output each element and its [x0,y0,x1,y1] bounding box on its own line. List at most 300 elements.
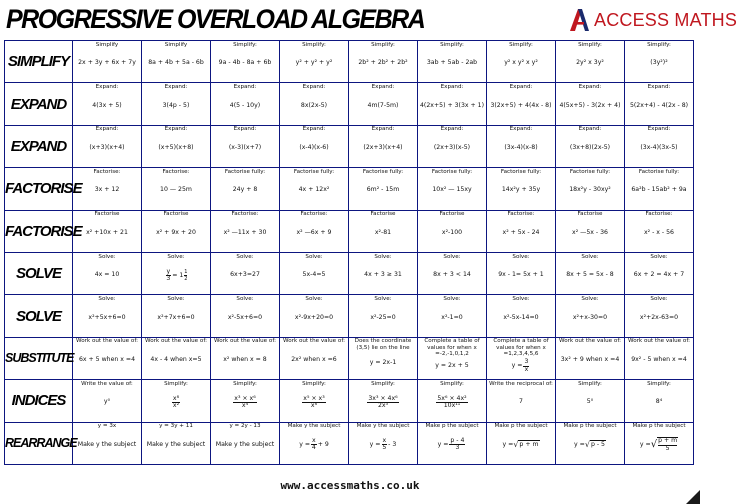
cell-spacer [420,417,484,421]
cell-spacer [489,120,553,124]
question-instruction: Work out the value of: [628,338,690,345]
question-cell [418,168,487,210]
cell-spacer [144,332,208,336]
question-content [627,84,691,124]
question-cell [556,337,625,379]
fraction-expression [366,396,399,410]
cell-spacer [213,78,277,82]
question-content [213,423,277,463]
cell-spacer [282,374,346,378]
topic-row [5,41,694,83]
question-expression: (3x-4)(3x-5) [640,143,678,151]
question-cell [487,168,556,210]
fraction [449,438,465,452]
cell-spacer [558,459,622,463]
cell-spacer [627,205,691,209]
question-content [420,296,484,336]
cell-spacer [75,120,139,124]
cell-spacer [558,205,622,209]
question-cell [211,337,280,379]
question-expression: (x-3)(x+7) [228,143,262,151]
question-content [489,254,553,294]
fraction-denominator: 5 [382,444,387,452]
question-instruction: Factorise fully: [362,168,404,175]
question-instruction: Factorise: [93,168,121,175]
topic-row [5,168,694,210]
topic-row [5,125,694,167]
row-label-cell [5,210,82,252]
expression-suffix: + 9 [317,440,329,448]
question-content [489,84,553,124]
fraction-denominator: 3 [455,444,460,452]
question-instruction: Simplify: [647,41,671,48]
question-content [213,211,277,251]
question-expression: 4m(7-5m) [367,101,399,109]
row-label-cell [5,252,73,294]
question-instruction: Factorise fully: [431,168,473,175]
question-instruction: Make p the subject [425,423,479,430]
question-expression: (3x+8)(2x-5) [569,143,611,151]
question-expression: 2x² when x =6 [291,355,337,363]
root-expression [502,440,539,449]
question-cell [280,295,349,337]
cell-spacer [213,120,277,124]
question-cell [211,83,280,125]
cell-spacer [75,459,139,463]
question-expression: y⁰ [103,398,111,406]
cell-spacer [558,247,622,251]
page-curl-icon [686,490,700,504]
question-expression: 4x = 10 [94,271,120,279]
question-cell [73,168,142,210]
question-content [627,423,691,463]
question-cell [625,380,694,422]
row-label: FACTORISE [5,222,82,240]
question-expression: 7 [519,398,523,406]
cell-spacer [351,162,415,166]
question-cell [487,337,556,379]
cell-spacer [627,374,691,378]
row-label-cell [5,125,73,167]
page-title: PROGRESSIVE OVERLOAD ALGEBRA [6,4,425,35]
fraction-numerator: 5x⁶ × 4x² [437,394,467,402]
question-expression: 4(5 - 10y) [229,101,261,109]
row-label-cell [5,41,73,83]
cell-spacer [282,417,346,421]
question-cell [73,41,142,83]
cell-spacer [144,247,208,251]
question-expression: 2x + 3y + 6x + 7y [78,59,136,67]
cell-spacer [75,162,139,166]
question-expression: x² + 9x + 20 [156,228,196,236]
cell-spacer [489,205,553,209]
question-instruction: Factorise [370,211,396,218]
fraction-denominator: x⁸ [310,402,318,410]
question-instruction: Solve: [305,253,323,260]
question-expression: 4x - 4 when x=5 [150,355,202,363]
cell-spacer [144,290,208,294]
cell-spacer [420,374,484,378]
question-expression: (3y²)² [650,59,668,67]
fraction [302,396,325,410]
question-instruction: Simplify: [440,380,464,387]
fraction [523,359,529,373]
question-content [75,381,139,421]
question-instruction: Simplify: [371,41,395,48]
question-content [75,423,139,463]
question-content [558,211,622,251]
question-content [351,169,415,209]
question-expression [213,395,277,410]
question-expression: x²-1=0 [441,313,463,321]
cell-spacer [420,120,484,124]
question-instruction: Factorise [439,211,465,218]
question-expression [489,440,553,449]
footer-url: www.accessmaths.co.uk [280,479,420,492]
cell-spacer [627,78,691,82]
question-content [489,381,553,421]
question-expression [282,395,346,410]
root-body: p + m [519,441,539,449]
question-content [144,42,208,82]
question-expression: (2x+3)(x-5) [433,143,471,151]
cell-spacer [213,247,277,251]
question-instruction: Expand: [647,84,671,91]
cell-spacer [144,120,208,124]
question-expression: x²+7x+6=0 [157,313,195,321]
question-cell [73,380,142,422]
question-expression: 5⁰ [586,398,594,406]
question-content [75,211,139,251]
question-cell [487,295,556,337]
question-content [558,423,622,463]
fraction [166,269,172,283]
question-content [558,169,622,209]
question-cell [556,210,625,252]
sqrt-icon: √ [513,439,519,449]
fraction-denominator: 3 [166,275,171,283]
question-cell [556,41,625,83]
question-instruction: Work out the value of: [283,338,345,345]
row-label: SOLVE [15,265,62,283]
question-instruction: Factorise: [507,211,535,218]
question-content [213,338,277,378]
question-cell [211,422,280,464]
question-expression: Make y the subject [146,440,206,448]
cell-spacer [144,417,208,421]
question-expression: 3ab + 5ab - 2ab [426,59,478,67]
question-expression: 6x + 5 when x =4 [78,355,136,363]
question-cell [349,295,418,337]
question-content [282,211,346,251]
cell-spacer [282,290,346,294]
brand-name: ACCESS MATHS [594,9,737,30]
question-instruction: Simplify [95,41,119,48]
row-label-cell [5,422,77,464]
question-cell [280,210,349,252]
question-cell [556,168,625,210]
question-instruction: Expand: [164,84,188,91]
question-instruction: Expand: [95,126,119,133]
question-cell [73,83,142,125]
question-content [282,423,346,463]
question-content [144,169,208,209]
question-content [75,169,139,209]
question-content [75,42,139,82]
question-cell [280,422,349,464]
fraction-denominator: 2 [184,276,188,283]
row-label: SIMPLIFY [7,53,70,71]
question-cell [211,380,280,422]
question-expression: 10x² — 15xy [432,186,472,194]
question-expression: y² + y² + y² [295,59,333,67]
question-expression: x² —11x + 30 [223,228,267,236]
question-cell [280,168,349,210]
question-expression: 9a - 4b - 8a + 6b [218,59,272,67]
fraction-denominator: 4 [311,444,316,452]
question-content [351,296,415,336]
topic-row [5,295,694,337]
question-expression: x² + 5x - 24 [502,228,540,236]
question-expression: 9x - 1= 5x + 1 [498,271,544,279]
question-cell [349,380,418,422]
question-instruction: y = 3y + 11 [159,423,193,430]
question-instruction: Solve: [374,296,392,303]
question-instruction: Expand: [509,84,533,91]
question-instruction: Expand: [440,126,464,133]
cell-spacer [420,78,484,82]
question-instruction: Solve: [167,253,185,260]
question-cell [142,83,211,125]
question-content [282,338,346,378]
question-content [627,381,691,421]
question-expression: x² +10x + 21 [86,228,128,236]
question-expression: 10 — 25m [160,186,192,194]
question-instruction: Solve: [581,296,599,303]
question-content [144,84,208,124]
row-label-cell [5,295,73,337]
question-instruction: Solve: [443,253,461,260]
question-instruction: Factorise fully: [638,168,680,175]
fraction [436,396,467,410]
cell-spacer [489,374,553,378]
question-cell [418,125,487,167]
question-expression: x²-5x+6=0 [227,313,263,321]
question-instruction: Simplify [164,41,188,48]
question-content [420,211,484,251]
question-expression: x² —5x - 36 [572,228,608,236]
question-cell [211,295,280,337]
question-cell [625,422,694,464]
question-cell [280,41,349,83]
question-instruction: Simplify: [578,380,602,387]
question-cell [349,168,418,210]
fraction-numerator: x³ × x⁶ [234,394,256,402]
question-cell [280,380,349,422]
question-instruction: Work out the value of: [145,338,207,345]
question-content [144,338,208,378]
fraction-denominator: x [524,365,529,373]
question-expression: x²-25=0 [370,313,396,321]
question-content [282,169,346,209]
fraction-numerator: x⁵ × x³ [303,394,325,402]
expression-prefix: y = [502,440,514,448]
question-expression: x²-81 [374,228,392,236]
question-expression [351,438,415,452]
question-content [282,42,346,82]
cell-spacer [351,247,415,251]
question-instruction: Expand: [371,84,395,91]
question-expression: 6x+3=27 [230,271,260,279]
question-content [558,381,622,421]
question-cell [211,210,280,252]
question-cell [487,422,556,464]
question-instruction: Make p the subject [632,423,686,430]
question-instruction: Solve: [236,253,254,260]
question-instruction: Simplify: [164,380,188,387]
question-content [627,126,691,166]
cell-spacer [144,78,208,82]
fraction-expression [232,396,257,410]
row-label: EXPAND [10,137,67,155]
question-instruction: Solve: [512,296,530,303]
question-instruction: Factorise fully: [500,168,542,175]
cell-spacer [213,290,277,294]
question-instruction: Simplify: [302,41,326,48]
question-expression: Make y the subject [77,440,137,448]
cell-spacer [489,417,553,421]
cell-spacer [489,78,553,82]
cell-spacer [627,120,691,124]
question-cell [73,295,142,337]
question-instruction: Work out the value of: [76,338,138,345]
expression-prefix: y = [299,440,311,448]
question-content [213,84,277,124]
question-content [489,338,553,378]
question-cell [142,337,211,379]
question-content [627,254,691,294]
cell-spacer [351,332,415,336]
question-instruction: Simplify: [578,41,602,48]
question-cell [142,125,211,167]
question-instruction: Work out the value of: [559,338,621,345]
cell-spacer [213,162,277,166]
question-instruction: Factorise [577,211,603,218]
cell-spacer [75,78,139,82]
question-content [351,126,415,166]
question-expression: x²-9x+20=0 [294,313,334,321]
question-content [558,126,622,166]
question-content [144,381,208,421]
row-label-cell [5,168,82,210]
question-cell [349,41,418,83]
cell-spacer [282,205,346,209]
question-cell [280,125,349,167]
question-cell [418,422,487,464]
fraction-numerator: 1 [184,269,188,276]
question-cell [349,83,418,125]
question-instruction: Expand: [509,126,533,133]
cell-spacer [420,247,484,251]
fraction-expression [299,438,329,452]
row-label-cell [5,337,73,379]
question-cell [487,41,556,83]
question-instruction: Make y the subject [356,423,410,430]
question-expression: 8x + 5 = 5x - 8 [566,271,614,279]
question-cell [73,337,142,379]
question-instruction: Solve: [443,296,461,303]
question-instruction: y = 3x [97,423,117,430]
question-instruction: Simplify: [371,380,395,387]
question-expression: (3x-4)(x-8) [504,143,538,151]
question-instruction: Solve: [167,296,185,303]
cell-spacer [420,205,484,209]
question-expression [627,437,691,452]
question-instruction: Factorise fully: [569,168,611,175]
question-expression: 3(2x+5) + 4(4x - 8) [490,101,552,109]
cell-spacer [144,374,208,378]
fraction-numerator: y [166,267,171,275]
cell-spacer [489,332,553,336]
question-content [282,84,346,124]
cell-spacer [627,332,691,336]
question-content [627,169,691,209]
question-expression: y² x y² x y² [504,59,538,67]
question-cell [73,252,142,294]
question-content [351,211,415,251]
question-instruction: Does the coordinate (3,5) lie on the line [354,338,412,351]
question-instruction: Solve: [98,253,116,260]
cell-spacer [351,290,415,294]
brand-logo [568,8,737,32]
fraction-expression [301,396,326,410]
question-expression: x²+5x+6=0 [88,313,126,321]
question-instruction: Factorise: [300,211,328,218]
question-cell [556,83,625,125]
question-instruction: Expand: [578,126,602,133]
question-content [558,254,622,294]
cell-spacer [282,459,346,463]
question-content [75,126,139,166]
question-expression: 14x²y + 35y [501,186,541,194]
question-expression: 3x² + 9 when x =4 [560,355,620,363]
cell-spacer [213,374,277,378]
question-content [282,254,346,294]
question-expression: y = 2x + 5 [435,362,469,370]
question-expression [282,438,346,452]
topic-row [5,422,694,464]
fraction-denominator: 5 [665,444,670,452]
question-cell [556,422,625,464]
cell-spacer [489,247,553,251]
cell-spacer [75,247,139,251]
question-cell [142,380,211,422]
question-content [213,254,277,294]
question-cell [487,210,556,252]
fraction-denominator: 10x¹¹ [443,402,461,410]
question-content [75,254,139,294]
question-cell [625,252,694,294]
question-instruction: Simplify: [647,380,671,387]
question-instruction: Factorise: [645,211,673,218]
question-instruction: Expand: [164,126,188,133]
question-cell [418,210,487,252]
question-content [627,42,691,82]
cell-spacer [558,374,622,378]
question-cell [418,252,487,294]
question-content [420,423,484,463]
question-expression: 24y + 8 [232,186,258,194]
